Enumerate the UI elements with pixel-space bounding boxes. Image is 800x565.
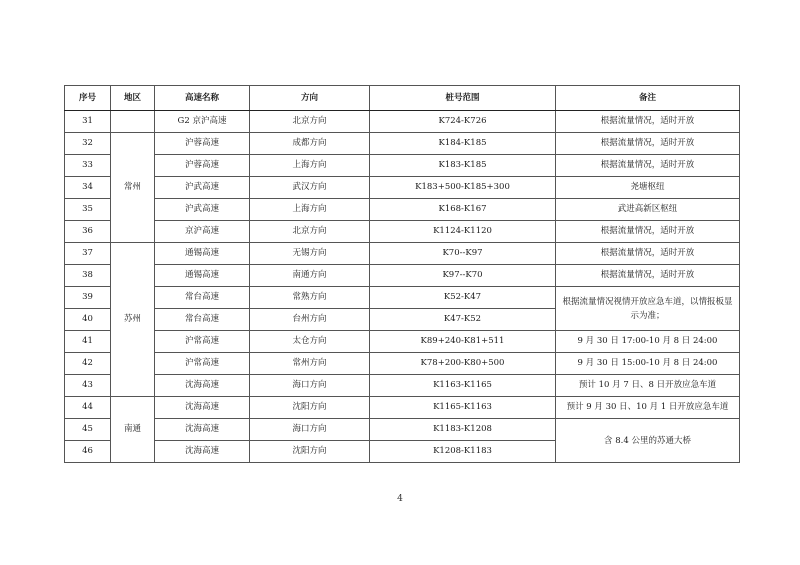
cell-direction: 南通方向 [250, 265, 370, 287]
table-row [65, 221, 740, 243]
cell-stake-range: K168-K167 [370, 199, 556, 221]
cell-stake-range: K1165-K1163 [370, 397, 556, 419]
cell-highway: 沈海高速 [155, 375, 250, 397]
table-row [65, 419, 740, 441]
cell-seq: 33 [65, 155, 111, 177]
table-row [65, 287, 740, 309]
cell-stake-range: K183+500-K185+300 [370, 177, 556, 199]
cell-note: 根据流量情况，适时开放 [556, 133, 740, 155]
cell-seq: 44 [65, 397, 111, 419]
cell-seq: 41 [65, 331, 111, 353]
table-row [65, 199, 740, 221]
cell-direction: 台州方向 [250, 309, 370, 331]
cell-stake-range: K70--K97 [370, 243, 556, 265]
table-row [65, 155, 740, 177]
header-region: 地区 [111, 86, 155, 111]
cell-highway: 常台高速 [155, 309, 250, 331]
cell-direction: 常州方向 [250, 353, 370, 375]
cell-note: 9 月 30 日 15:00-10 月 8 日 24:00 [556, 353, 740, 375]
cell-seq: 31 [65, 111, 111, 133]
cell-stake-range: K97--K70 [370, 265, 556, 287]
cell-highway: 沪常高速 [155, 353, 250, 375]
cell-highway: G2 京沪高速 [155, 111, 250, 133]
cell-note: 根据流量情况，适时开放 [556, 265, 740, 287]
cell-direction: 海口方向 [250, 419, 370, 441]
cell-region: 常州 [111, 133, 155, 243]
cell-note: 武进高新区枢纽 [556, 199, 740, 221]
cell-note-merged: 根据流量情况视情开放应急车道，以情报板显示为准； [556, 287, 740, 331]
cell-direction: 无锡方向 [250, 243, 370, 265]
cell-seq: 43 [65, 375, 111, 397]
cell-seq: 36 [65, 221, 111, 243]
cell-direction: 北京方向 [250, 221, 370, 243]
highway-emergency-lane-table [64, 85, 740, 463]
cell-direction: 上海方向 [250, 155, 370, 177]
header-stake-range: 桩号范围 [370, 86, 556, 111]
cell-seq: 46 [65, 441, 111, 463]
cell-seq: 39 [65, 287, 111, 309]
cell-seq: 38 [65, 265, 111, 287]
cell-direction: 太仓方向 [250, 331, 370, 353]
cell-seq: 37 [65, 243, 111, 265]
cell-note: 9 月 30 日 17:00-10 月 8 日 24:00 [556, 331, 740, 353]
table-header-row [65, 86, 740, 111]
table-row [65, 353, 740, 375]
cell-direction: 武汉方向 [250, 177, 370, 199]
table-row [65, 243, 740, 265]
cell-highway: 沪蓉高速 [155, 133, 250, 155]
cell-highway: 沈海高速 [155, 419, 250, 441]
cell-seq: 42 [65, 353, 111, 375]
cell-seq: 45 [65, 419, 111, 441]
cell-highway: 沪常高速 [155, 331, 250, 353]
cell-stake-range: K1208-K1183 [370, 441, 556, 463]
table-row [65, 375, 740, 397]
cell-direction: 上海方向 [250, 199, 370, 221]
cell-seq: 35 [65, 199, 111, 221]
cell-stake-range: K89+240-K81+511 [370, 331, 556, 353]
cell-highway: 常台高速 [155, 287, 250, 309]
cell-stake-range: K78+200-K80+500 [370, 353, 556, 375]
cell-highway: 通锡高速 [155, 243, 250, 265]
cell-stake-range: K1183-K1208 [370, 419, 556, 441]
table-row [65, 111, 740, 133]
cell-direction: 海口方向 [250, 375, 370, 397]
cell-direction: 常熟方向 [250, 287, 370, 309]
cell-seq: 32 [65, 133, 111, 155]
cell-highway: 通锡高速 [155, 265, 250, 287]
header-seq: 序号 [65, 86, 111, 111]
table-row [65, 133, 740, 155]
cell-direction: 沈阳方向 [250, 441, 370, 463]
cell-direction: 北京方向 [250, 111, 370, 133]
cell-direction: 沈阳方向 [250, 397, 370, 419]
cell-highway: 沪武高速 [155, 177, 250, 199]
cell-note: 预计 9 月 30 日、10 月 1 日开放应急车道 [556, 397, 740, 419]
header-note: 备注 [556, 86, 740, 111]
cell-seq: 40 [65, 309, 111, 331]
cell-region: 苏州 [111, 243, 155, 397]
cell-stake-range: K183-K185 [370, 155, 556, 177]
header-highway: 高速名称 [155, 86, 250, 111]
cell-stake-range: K724-K726 [370, 111, 556, 133]
cell-stake-range: K1124-K1120 [370, 221, 556, 243]
cell-highway: 沪蓉高速 [155, 155, 250, 177]
cell-note: 尧塘枢纽 [556, 177, 740, 199]
table-row [65, 177, 740, 199]
cell-seq: 34 [65, 177, 111, 199]
cell-stake-range: K47-K52 [370, 309, 556, 331]
cell-note: 预计 10 月 7 日、8 日开放应急车道 [556, 375, 740, 397]
table-row [65, 331, 740, 353]
cell-highway: 沪武高速 [155, 199, 250, 221]
cell-note-merged: 含 8.4 公里的苏通大桥 [556, 419, 740, 463]
cell-stake-range: K184-K185 [370, 133, 556, 155]
cell-note: 根据流量情况，适时开放 [556, 155, 740, 177]
cell-region: 南通 [111, 397, 155, 463]
cell-highway: 沈海高速 [155, 441, 250, 463]
cell-note: 根据流量情况，适时开放 [556, 221, 740, 243]
cell-region-empty [111, 111, 155, 133]
table-row [65, 265, 740, 287]
cell-direction: 成都方向 [250, 133, 370, 155]
cell-highway: 沈海高速 [155, 397, 250, 419]
page-number: 4 [397, 494, 403, 504]
cell-note: 根据流量情况，适时开放 [556, 243, 740, 265]
cell-note: 根据流量情况，适时开放 [556, 111, 740, 133]
cell-stake-range: K1163-K1165 [370, 375, 556, 397]
header-direction: 方向 [250, 86, 370, 111]
table-row [65, 397, 740, 419]
cell-highway: 京沪高速 [155, 221, 250, 243]
cell-stake-range: K52-K47 [370, 287, 556, 309]
